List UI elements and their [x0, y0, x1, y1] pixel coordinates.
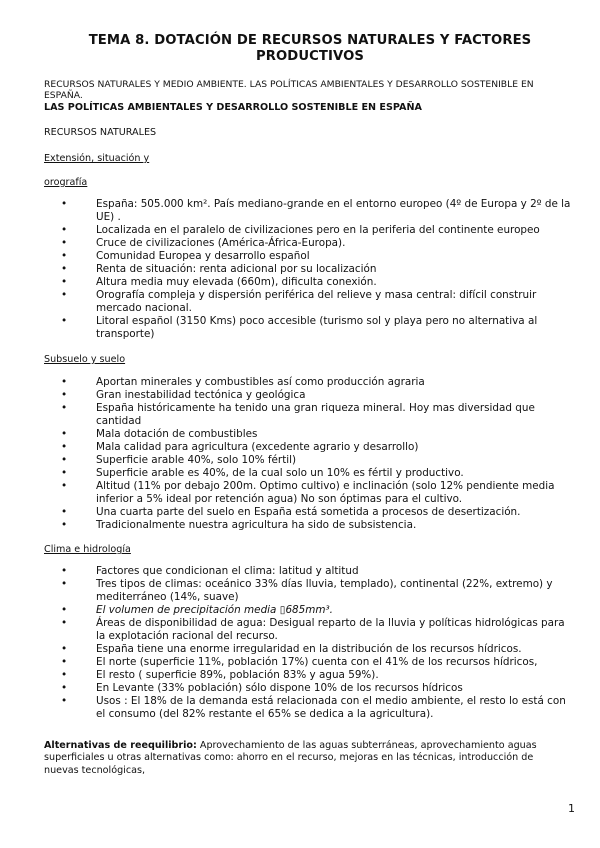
list-item [0, 315, 576, 341]
list-item [0, 565, 576, 578]
list-item-text: Cruce de civilizaciones (América-África-Europa). [96, 237, 346, 249]
list-item-text: Gran inestabilidad tectónica y geológica [96, 389, 306, 401]
list-item-text: España tiene una enorme irregularidad en la distribución de los recursos hídricos. [96, 643, 522, 655]
bullet-icon: • [61, 682, 68, 694]
section-recursos-naturales: RECURSOS NATURALES [44, 127, 157, 138]
bullet-icon: • [61, 428, 68, 440]
bullet-icon: • [61, 250, 68, 262]
bullet-icon: • [61, 643, 68, 655]
list-item-text: El resto ( superficie 89%, población 83% y agua 59%). [96, 669, 379, 681]
list-item [0, 695, 576, 721]
list-item [0, 441, 576, 454]
bullet-icon: • [61, 237, 68, 249]
list-item [0, 198, 576, 224]
list-item [0, 389, 576, 402]
bullet-icon: • [61, 669, 68, 681]
list-item [0, 669, 576, 682]
list-item [0, 617, 576, 643]
bullet-icon: • [61, 506, 68, 518]
section-extension: Extensión, situación y [44, 153, 150, 164]
list-item [0, 263, 576, 276]
list-extension [0, 198, 600, 341]
bullet-icon: • [61, 467, 68, 479]
list-item-text: Mala dotación de combustibles [96, 428, 258, 440]
list-item-text: Renta de situación: renta adicional por su localización [96, 263, 377, 275]
list-item [0, 276, 576, 289]
section-clima: Clima e hidrología [44, 544, 131, 555]
list-item-text: Mala calidad para agricultura (excedente agrario y desarrollo) [96, 441, 419, 453]
list-item-text: El volumen de precipitación media ▯685mm³. [96, 604, 333, 616]
list-item [0, 506, 576, 519]
page-number: 1 [568, 802, 575, 815]
bullet-icon: • [61, 276, 68, 288]
list-item [0, 643, 576, 656]
list-item-text: Superficie arable 40%, solo 10% fértil) [96, 454, 297, 466]
section-subsuelo: Subsuelo y suelo [44, 354, 126, 365]
bullet-icon: • [61, 402, 68, 414]
list-item-text: Una cuarta parte del suelo en España está sometida a procesos de desertización. [96, 506, 521, 518]
list-item [0, 237, 576, 250]
list-item [0, 402, 576, 428]
intro-heading: LAS POLÍTICAS AMBIENTALES Y DESARROLLO SOSTENIBLE EN ESPAÑA [44, 101, 422, 113]
list-item [0, 428, 576, 441]
list-item-text: Altitud (11% por debajo 200m. Optimo cultivo) e inclinación (solo 12% pendiente media inferior a 5% ideal por retención agua) No son óptimas para el cultivo. [96, 480, 555, 505]
list-item [0, 604, 576, 617]
list-item-text: España históricamente ha tenido una gran riqueza mineral. Hoy mas diversidad que cantidad [96, 402, 535, 427]
list-item-text: Localizada en el paralelo de civilizaciones pero en la periferia del continente europeo [96, 224, 540, 236]
page-title: TEMA 8. DOTACIÓN DE RECURSOS NATURALES Y FACTORES PRODUCTIVOS [88, 33, 532, 64]
bullet-icon: • [61, 565, 68, 577]
bullet-icon: • [61, 695, 68, 707]
list-item [0, 519, 576, 532]
list-item [0, 480, 576, 506]
list-item [0, 656, 576, 669]
list-item [0, 454, 576, 467]
list-item [0, 682, 576, 695]
list-item-text: Áreas de disponibilidad de agua: Desigual reparto de la lluvia y políticas hidrológicas para la explotación racional del recurso. [96, 617, 565, 642]
list-item [0, 250, 576, 263]
list-item-text: En Levante (33% población) sólo dispone 10% de los recursos hídricos [96, 682, 463, 694]
list-item-text: Usos : El 18% de la demanda está relacionada con el medio ambiente, el resto lo está con el consumo (del 82% restante el 65% se dedica a la agricultura). [96, 695, 566, 720]
bullet-icon: • [61, 454, 68, 466]
list-item [0, 578, 576, 604]
bullet-icon: • [61, 578, 68, 590]
bullet-icon: • [61, 376, 68, 388]
list-clima [0, 565, 600, 721]
bullet-icon: • [61, 198, 68, 210]
bullet-icon: • [61, 441, 68, 453]
alternativas-paragraph [44, 740, 564, 777]
list-item-text: Tradicionalmente nuestra agricultura ha sido de subsistencia. [96, 519, 417, 531]
alternativas-label: Alternativas de reequilibrio: [44, 740, 197, 751]
list-item-text: Factores que condicionan el clima: latitud y altitud [96, 565, 359, 577]
bullet-icon: • [61, 519, 68, 531]
section-orografia: orografía [44, 177, 88, 188]
list-item-text: Tres tipos de climas: oceánico 33% días lluvia, templado), continental (22%, extremo) y mediterráneo (14%, suave) [96, 578, 553, 603]
list-subsuelo [0, 376, 600, 532]
list-item-text: Aportan minerales y combustibles así como producción agraria [96, 376, 425, 388]
intro-line: RECURSOS NATURALES Y MEDIO AMBIENTE. LAS POLÍTICAS AMBIENTALES Y DESARROLLO SOSTENIBLE EN ESPAÑA. [44, 79, 534, 102]
intro-block [44, 79, 564, 113]
list-item-text: España: 505.000 km². País mediano-grande en el entorno europeo (4º de Europa y 2º de la UE) . [96, 198, 571, 223]
list-item-text: Comunidad Europea y desarrollo español [96, 250, 310, 262]
list-item [0, 289, 576, 315]
alternativas-text: Aprovechamiento de las aguas subterráneas, aprovechamiento aguas superficiales u otras alternativas como: ahorro en el recurso, mejoras en las técnicas, introducción de nuevas tecnológicas, [44, 740, 537, 776]
list-item-text: Litoral español (3150 Kms) poco accesible (turismo sol y playa pero no alternativa al transporte) [96, 315, 538, 340]
bullet-icon: • [61, 263, 68, 275]
bullet-icon: • [61, 604, 68, 616]
bullet-icon: • [61, 480, 68, 492]
bullet-icon: • [61, 224, 68, 236]
list-item-text: Superficie arable es 40%, de la cual solo un 10% es fértil y productivo. [96, 467, 464, 479]
bullet-icon: • [61, 617, 68, 629]
list-item-text: El norte (superficie 11%, población 17%) cuenta con el 41% de los recursos hídricos, [96, 656, 538, 668]
bullet-icon: • [61, 289, 68, 301]
list-item-text: Altura media muy elevada (660m), dificulta conexión. [96, 276, 377, 288]
list-item [0, 376, 576, 389]
list-item [0, 224, 576, 237]
bullet-icon: • [61, 389, 68, 401]
list-item-text: Orografía compleja y dispersión periférica del relieve y masa central: difícil construir mercado nacional. [96, 289, 537, 314]
bullet-icon: • [61, 315, 68, 327]
list-item [0, 467, 576, 480]
bullet-icon: • [61, 656, 68, 668]
